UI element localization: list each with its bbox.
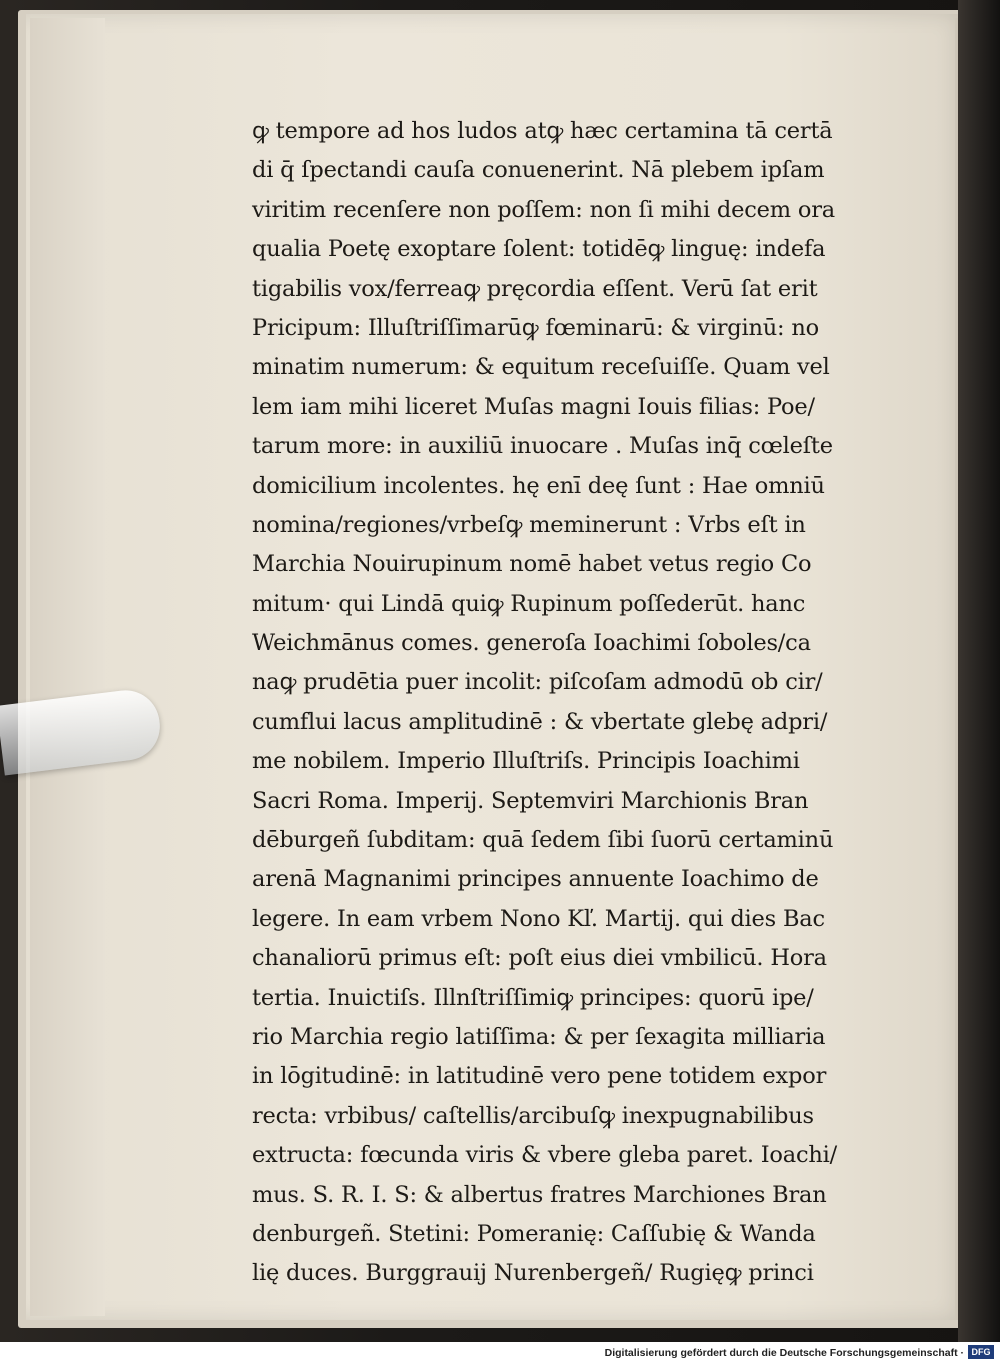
text-line: rio Marchia regio latiſſima: & per ſexagita milliaria xyxy=(252,1023,826,1050)
text-line: dēburgeñ ſubditam: quā ſedem ſibi ſuorū certaminū xyxy=(252,827,834,854)
text-line: lem iam mihi liceret Muſas magni Iouis filias: Poe/ xyxy=(252,393,815,420)
text-line: arenā Magnanimi principes annuente Ioachimo de xyxy=(252,866,819,893)
text-line: chanaliorū primus eſt: poſt eius diei vmbilicū. Hora xyxy=(252,945,827,972)
text-line: me nobilem. Imperio Illuſtriſs. Principis Ioachimi xyxy=(252,748,800,775)
text-line: legere. In eam vrbem Nono Kľ. Martij. qui dies Bac xyxy=(252,905,825,932)
text-line: in lōgitudinē: in latitudinē vero pene totidem expor xyxy=(252,1063,827,1090)
text-line: viritim recenſere non poſſem: non ſi mihi decem ora xyxy=(252,196,835,223)
binding-shadow xyxy=(958,0,1000,1342)
printed-text-block xyxy=(252,112,912,1294)
text-line: ꝙ tempore ad hos ludos atꝙ hæc certamina tā certā xyxy=(252,118,833,144)
footer-bar xyxy=(0,1342,1000,1362)
text-line: mus. S. R. I. S: & albertus fratres Marchiones Bran xyxy=(252,1181,827,1208)
text-line: domicilium incolentes. hę enī deę ſunt : Hae omniū xyxy=(252,472,825,499)
text-line: cumflui lacus amplitudinē : & vbertate glebę adpri/ xyxy=(252,708,828,735)
text-line: Pricipum: Illuſtriſſimarūꝙ fœminarū: & virginū: no xyxy=(252,314,820,341)
text-line: nomina/regiones/vrbeſꝙ meminerunt : Vrbs eſt in xyxy=(252,511,806,538)
text-line: mitum· qui Lindā quiꝙ Rupinum poſſederūt. hanc xyxy=(252,590,806,617)
footer-credit: Digitalisierung gefördert durch die Deutsche Forschungsgemeinschaft · xyxy=(604,1347,964,1359)
dfg-logo-icon: DFG xyxy=(968,1345,994,1359)
text-line: di q̄ ſpectandi cauſa conuenerint. Nā plebem ipſam xyxy=(252,157,825,184)
text-line: tigabilis vox/ferreaꝙ pręcordia eſſent. Verū ſat erit xyxy=(252,275,818,302)
text-line: minatim numerum: & equitum receſuiſſe. Quam vel xyxy=(252,354,830,381)
text-line: recta: vrbibus/ caſtellis/arcibuſꝙ inexpugnabilibus xyxy=(252,1102,814,1129)
page-gutter-shadow xyxy=(30,18,105,1316)
text-line: Marchia Nouirupinum nomē habet vetus regio Co xyxy=(252,551,812,578)
text-line: lię duces. Burggrauij Nurenbergeñ/ Rugięꝙ princi xyxy=(252,1260,814,1287)
text-line: denburgeñ. Stetini: Pomeranię: Caſſubię & Wanda xyxy=(252,1220,816,1247)
text-line: extructa: fœcunda viris & vbere gleba paret. Ioachi/ xyxy=(252,1142,838,1169)
text-line: naꝙ prudētia puer incolit: piſcoſam admodū ob cir/ xyxy=(252,669,823,696)
text-line: tarum more: in auxiliū inuocare . Muſas inq̄ cœleſte xyxy=(252,433,833,460)
text-line: Sacri Roma. Imperij. Septemviri Marchionis Bran xyxy=(252,787,809,814)
text-line: tertia. Inuictiſs. Illnſtriſſimiꝙ principes: quorū ipe/ xyxy=(252,984,814,1011)
text-line: Weichmānus comes. generoſa Ioachimi ſoboles/ca xyxy=(252,630,811,657)
text-line: qualia Poetę exoptare ſolent: totidēꝙ linguę: indefa xyxy=(252,236,826,263)
